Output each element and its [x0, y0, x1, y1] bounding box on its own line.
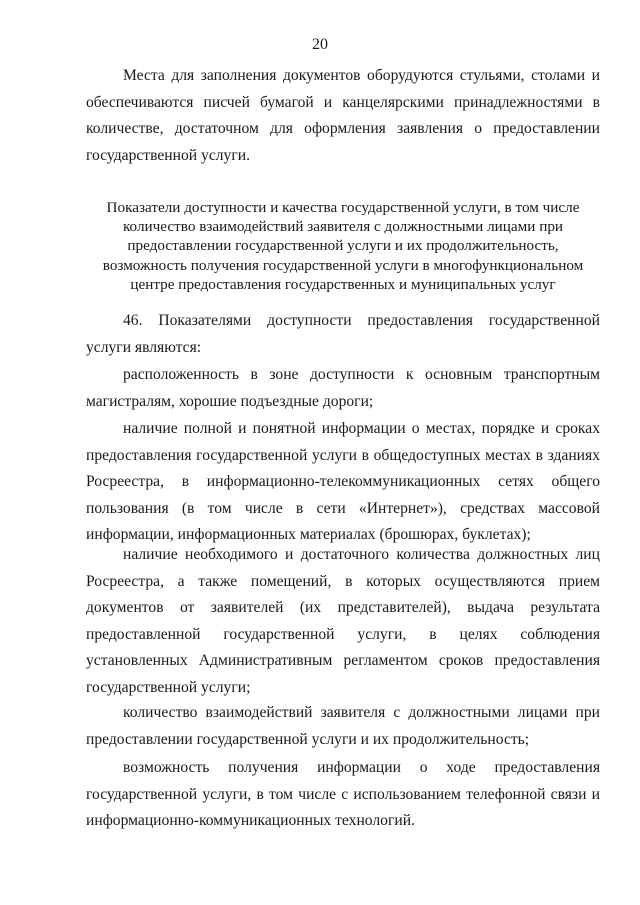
- page-number: 20: [312, 36, 328, 53]
- list-item-information: наличие полной и понятной информации о местах, порядке и сроках предоставления государственной услуги в общедоступных местах в зданиях Росреестра, в информационно-телекоммуникационных сетях общего пользования (в том числе в сети «Интернет»), средствах массовой информации, информационных материалах (брошюрах, буклетах);: [86, 420, 600, 544]
- paragraph-workplaces: Места для заполнения документов оборудуются стульями, столами и обеспечиваются писчей бумагой и канцелярскими принадлежностями в количестве, достаточном для оформления заявления о предоставлении государственной услуги.: [86, 67, 600, 164]
- paragraph-46: 46. Показателями доступности предоставления государственной услуги являются:: [86, 312, 600, 356]
- list-item-staff: наличие необходимого и достаточного количества должностных лиц Росреестра, а также помещений, в которых осуществляются прием документов от заявителей (их представителей), выдача результата предоставленной государственной услуги, в целях соблюдения установленных Административным регламентом сроков предоставления государственной услуги;: [86, 546, 600, 696]
- section-heading: Показатели доступности и качества государственной услуги, в том числе количество взаимодействий заявителя с должностными лицами при предоставлении государственной услуги и их продолжительность, возможность получения государственной услуги в многофункциональном центре предоставления государственных и муниципальных услуг: [102, 199, 584, 293]
- list-item-transport: расположенность в зоне доступности к основным транспортным магистралям, хорошие подъездные дороги;: [86, 366, 600, 410]
- list-item-status-info: возможность получения информации о ходе предоставления государственной услуги, в том числе с использованием телефонной связи и информационно-коммуникационных технологий.: [86, 759, 600, 830]
- list-item-interactions: количество взаимодействий заявителя с должностными лицами при предоставлении государственной услуги и их продолжительность;: [86, 704, 600, 748]
